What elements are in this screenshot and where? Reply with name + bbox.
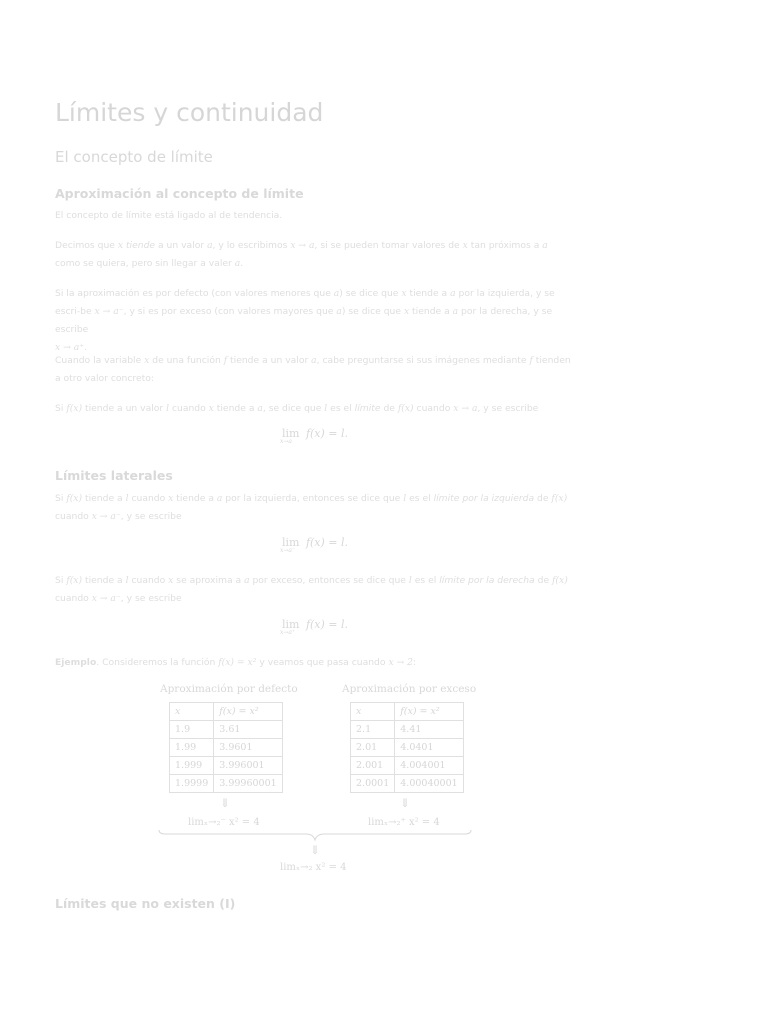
table-row: 2.1 4.41 (351, 721, 464, 739)
left-values-table (169, 702, 283, 793)
table-row: 2.001 4.004001 (351, 757, 464, 775)
right-values-table (350, 702, 464, 793)
page-title: Límites y continuidad (55, 98, 324, 127)
paragraph-intro: El concepto de límite está ligado al de tendencia. (55, 210, 283, 221)
paragraph-left-limit: Si f(x) tiende a l cuando x tiende a a por la izquierda, entonces se dice que l es el límite por la izquierda de f(x) cuando x → a⁻, y se escribe (55, 493, 568, 522)
subsection-nonexistent-heading: Límites que no existen (I) (55, 896, 236, 911)
table-header-row: x f(x) = x² (170, 703, 283, 721)
subsection-approach-heading: Aproximación al concepto de límite (55, 186, 304, 201)
paragraph-left-right: Si la aproximación es por defecto (con valores menores que a) se dice que x tiende a a por la izquierda, y se escri-be x → a⁻, y si es por exceso (con valores mayores que a) se dice que x tiende a a por la derecha, y se escribe x → a⁺. (55, 288, 555, 353)
left-limit-result: limₓ→₂⁻ x² = 4 (188, 817, 260, 828)
limit-equation: lim x→a f(x) = l. (279, 427, 349, 445)
final-limit-result: limₓ→₂ x² = 4 (280, 862, 347, 873)
subsection-lateral-heading: Límites laterales (55, 468, 173, 483)
paragraph-limit-definition: Si f(x) tiende a un valor l cuando x tiende a a, se dice que l es el límite de f(x) cuando x → a, y se escribe (55, 403, 539, 414)
table-header-row: x f(x) = x² (351, 703, 464, 721)
table-row: 1.99 3.9601 (170, 739, 283, 757)
section-heading: El concepto de límite (55, 148, 213, 166)
down-arrow-icon: ⇓ (220, 796, 231, 810)
paragraph-tendency: Decimos que x tiende a un valor a, y lo escribimos x → a, si se pueden tomar valores de x tan próximos a a como se quiera, pero sin llegar a valer a. (55, 240, 548, 269)
right-table-caption: Aproximación por exceso (342, 683, 477, 695)
right-limit-equation: lim x→a⁺ f(x) = l. (279, 618, 349, 636)
paragraph-right-limit: Si f(x) tiende a l cuando x se aproxima a a por exceso, entonces se dice que l es el límite por la derecha de f(x) cuando x → a⁻, y se escribe (55, 575, 568, 604)
right-limit-result: limₓ→₂⁺ x² = 4 (368, 817, 440, 828)
left-limit-equation: lim x→a⁻ f(x) = l. (279, 536, 349, 554)
left-table-caption: Aproximación por defecto (160, 683, 298, 695)
down-arrow-icon: ⇓ (400, 796, 411, 810)
down-arrow-icon: ⇓ (310, 843, 321, 857)
table-row: 1.9 3.61 (170, 721, 283, 739)
table-row: 1.999 3.996001 (170, 757, 283, 775)
table-row: 2.01 4.0401 (351, 739, 464, 757)
paragraph-question: Cuando la variable x de una función f tiende a un valor a, cabe preguntarse si sus imágenes mediante f tienden a otro valor concreto: (55, 355, 571, 384)
table-row: 2.0001 4.00040001 (351, 775, 464, 793)
underbrace-icon (156, 830, 474, 842)
table-row: 1.9999 3.99960001 (170, 775, 283, 793)
paragraph-example: Ejemplo. Consideremos la función f(x) = x² y veamos que pasa cuando x → 2: (55, 657, 417, 668)
